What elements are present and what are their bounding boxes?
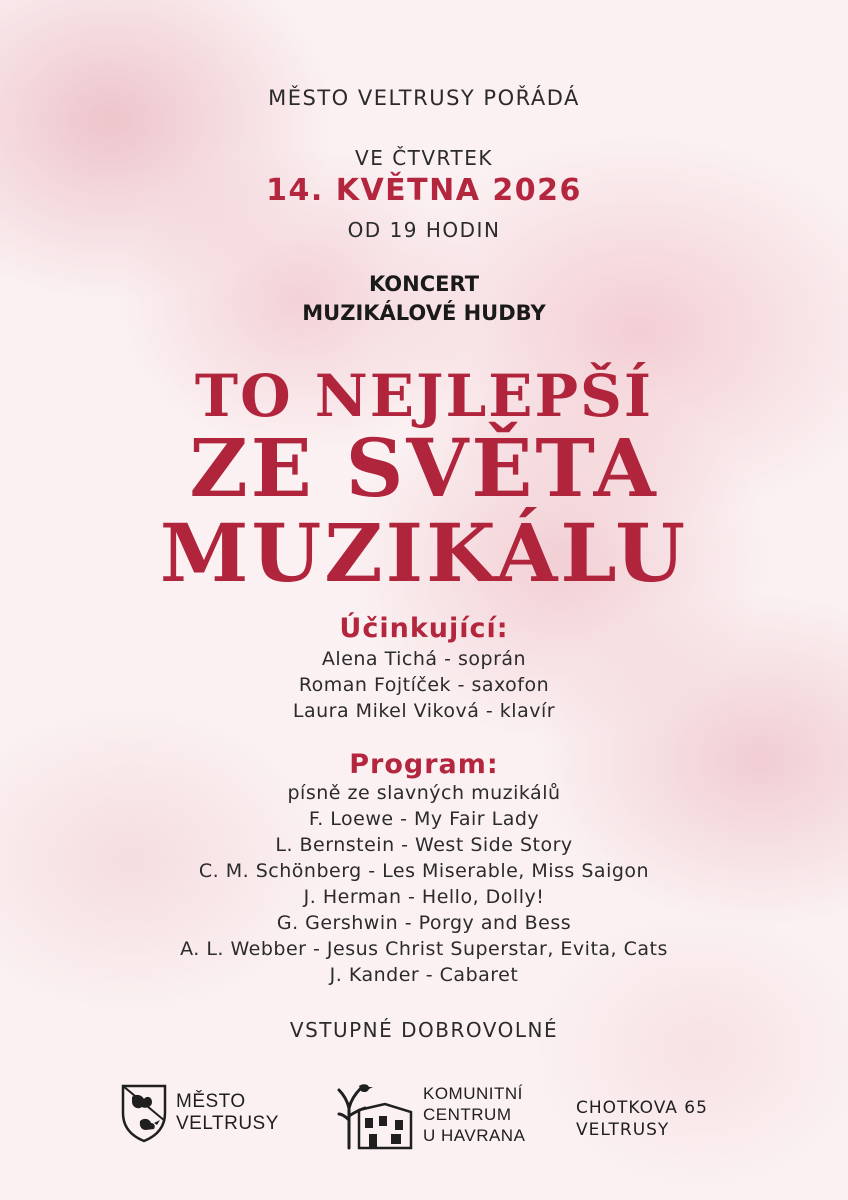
program-item: J. Herman - Hello, Dolly! [303, 886, 545, 908]
program-item: A. L. Webber - Jesus Christ Superstar, Evita, Cats [180, 938, 668, 960]
center-logo-line3: U HAVRANA [423, 1126, 526, 1145]
performer-item: Roman Fojtíček - saxofon [298, 674, 550, 696]
coat-of-arms-icon [120, 1083, 168, 1143]
concert-label: KONCERT [368, 272, 480, 296]
title-line-1: TO NEJLEPŠÍ [194, 362, 654, 430]
concert-subtitle: MUZIKÁLOVÉ HUDBY [302, 301, 546, 325]
performer-item: Laura Mikel Viková - klavír [292, 700, 556, 722]
town-logo [120, 1083, 310, 1147]
town-logo-line2: VELTRUSY [176, 1113, 279, 1134]
venue-address [576, 1097, 708, 1141]
address-line2: VELTRUSY [576, 1120, 670, 1140]
organizer-line: MĚSTO VELTRUSY POŘÁDÁ [268, 86, 580, 110]
town-logo-line1: MĚSTO [176, 1091, 246, 1112]
center-logo-line2: CENTRUM [423, 1105, 512, 1124]
center-logo-line1: KOMUNITNÍ [423, 1084, 523, 1103]
admission-note: VSTUPNÉ DOBROVOLNÉ [289, 1018, 559, 1042]
performers-heading: Účinkující: [339, 613, 509, 644]
program-item: L. Bernstein - West Side Story [275, 834, 573, 856]
program-item: G. Gershwin - Porgy and Bess [276, 912, 572, 934]
address-line1: CHOTKOVA 65 [576, 1098, 708, 1118]
raven-tree-building-icon [337, 1080, 415, 1150]
event-time: OD 19 HODIN [347, 218, 501, 242]
title-line-3: MUZIKÁLU [159, 506, 689, 600]
performer-item: Alena Tichá - soprán [321, 648, 527, 670]
program-heading: Program: [349, 749, 499, 780]
event-date: 14. KVĚTNA 2026 [266, 173, 582, 208]
program-item: F. Loewe - My Fair Lady [308, 808, 540, 830]
day-label: VE ČTVRTEK [355, 146, 493, 170]
program-item: J. Kander - Cabaret [329, 964, 519, 986]
program-item: písně ze slavných muzikálů [287, 782, 561, 804]
title-line-2: ZE SVĚTA [189, 421, 659, 515]
program-item: C. M. Schönberg - Les Miserable, Miss Saigon [198, 860, 650, 882]
community-center-logo [337, 1080, 537, 1152]
